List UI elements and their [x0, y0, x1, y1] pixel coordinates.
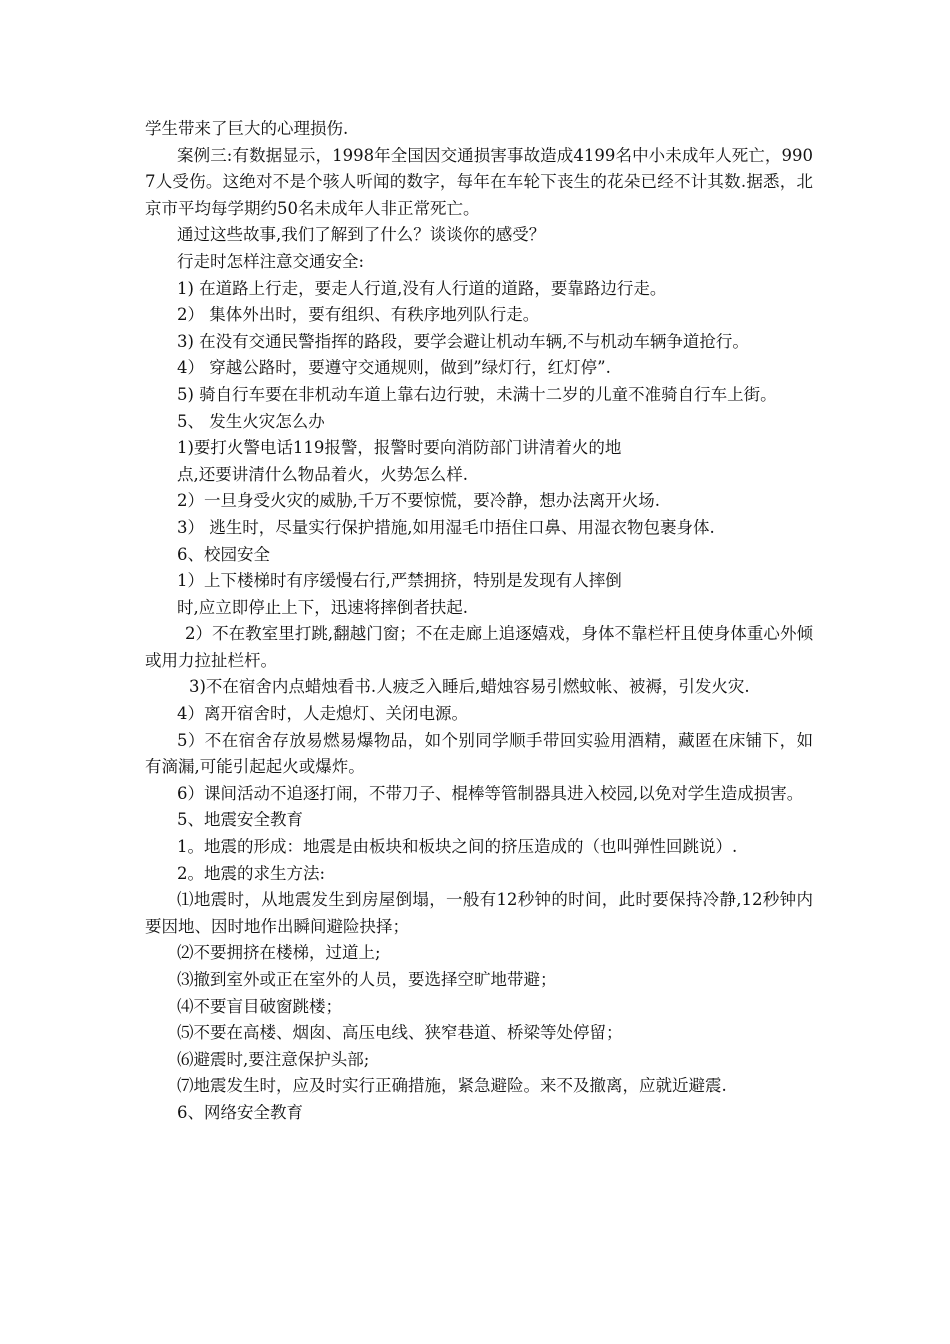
- list-item-walking-4: 4） 穿越公路时，要遵守交通规则，做到”绿灯行，红灯停”.: [177, 358, 611, 378]
- heading-network-safety: 6、网络安全教育: [177, 1102, 303, 1122]
- list-item-fire-1: 1)要打火警电话119报警，报警时要向消防部门讲清着火的地: [177, 438, 622, 458]
- document-body: [145, 116, 813, 1127]
- heading-fire: 5、 发生火灾怎么办: [177, 411, 325, 431]
- list-item-campus-2: 2）不在教室里打跳,翻越门窗；不在走廊上追逐嬉戏，身体不靠栏杆且使身体重心外倾或用力拉扯栏杆。: [145, 624, 813, 670]
- list-item-walking-2: 2） 集体外出时，要有组织、有秩序地列队行走。: [177, 305, 540, 325]
- list-item-campus-1-continued: 时,应立即停止上下，迅速将摔倒者扶起.: [177, 597, 468, 617]
- list-item-fire-2: 2）一旦身受火灾的威胁,千万不要惊慌，要冷静，想办法离开火场.: [177, 491, 660, 511]
- list-item-earthquake-7: ⑺地震发生时，应及时实行正确措施，紧急避险。来不及撤离，应就近避震.: [177, 1076, 727, 1096]
- list-item-earthquake-4: ⑷不要盲目破窗跳楼；: [177, 996, 342, 1016]
- list-item-campus-1: 1）上下楼梯时有序缓慢右行,严禁拥挤，特别是发现有人摔倒: [177, 571, 622, 591]
- paragraph-case-three: 案例三:有数据显示，1998年全国因交通损害事故造成4199名中小未成年人死亡，9907人受伤。这绝对不是个骇人听闻的数字，每年在车轮下丧生的花朵已经不计其数.据悉，北京市平均每学期约50名未成年人非正常死亡。: [145, 145, 813, 218]
- list-item-walking-5: 5) 骑自行车要在非机动车道上靠右边行驶，未满十二岁的儿童不准骑自行车上街。: [177, 384, 777, 404]
- heading-earthquake: 5、地震安全教育: [177, 810, 303, 830]
- earthquake-formation: 1。地震的形成：地震是由板块和板块之间的挤压造成的（也叫弹性回跳说）.: [177, 837, 738, 857]
- list-item-earthquake-1: ⑴地震时，从地震发生到房屋倒塌，一般有12秒钟的时间，此时要保持冷静,12秒钟内要因地、因时地作出瞬间避险抉择；: [145, 890, 813, 936]
- heading-campus-safety: 6、校园安全: [177, 544, 270, 564]
- list-item-walking-3: 3) 在没有交通民警指挥的路段，要学会避让机动车辆,不与机动车辆争道抢行。: [177, 331, 749, 351]
- earthquake-survival-heading: 2。地震的求生方法:: [177, 863, 326, 883]
- list-item-fire-1-continued: 点,还要讲清什么物品着火，火势怎么样.: [177, 464, 468, 484]
- list-item-earthquake-3: ⑶撤到室外或正在室外的人员，要选择空旷地带避；: [177, 970, 557, 989]
- list-item-campus-5: 5）不在宿舍存放易燃易爆物品，如个别同学顺手带回实验用酒精，藏匿在床铺下，如有滴漏,可能引起起火或爆炸。: [145, 730, 813, 777]
- list-item-campus-4: 4）离开宿舍时，人走熄灯、关闭电源。: [177, 704, 468, 724]
- list-item-earthquake-2: ⑵不要拥挤在楼梯，过道上;: [177, 943, 381, 963]
- heading-walking-safety: 行走时怎样注意交通安全:: [177, 251, 365, 271]
- list-item-earthquake-6: ⑹避震时,要注意保护头部;: [177, 1049, 370, 1069]
- list-item-fire-3: 3） 逃生时，尽量实行保护措施,如用湿毛巾捂住口鼻、用湿衣物包裹身体.: [177, 517, 715, 537]
- list-item-campus-3: 3)不在宿舍内点蜡烛看书.人疲乏入睡后,蜡烛容易引燃蚊帐、被褥，引发火灾.: [189, 677, 750, 697]
- paragraph-intro-continuation: 学生带来了巨大的心理损伤.: [145, 119, 349, 138]
- list-item-earthquake-5: ⑸不要在高楼、烟囱、高压电线、狭窄巷道、桥梁等处停留；: [177, 1023, 623, 1043]
- paragraph-question: 通过这些故事,我们了解到了什么？谈谈你的感受？: [177, 225, 546, 245]
- list-item-walking-1: 1) 在道路上行走，要走人行道,没有人行道的道路，要靠路边行走。: [177, 278, 667, 298]
- list-item-campus-6: 6）课间活动不追逐打闹，不带刀子、棍棒等管制器具进入校园,以免对学生造成损害。: [177, 783, 804, 803]
